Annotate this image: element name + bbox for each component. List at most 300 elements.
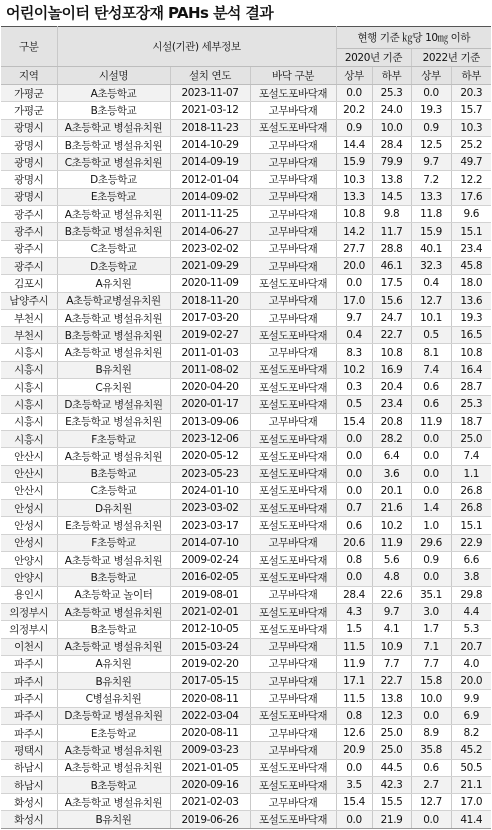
cell-2020-upper: 13.3: [336, 188, 372, 205]
cell-2022-upper: 15.8: [411, 673, 451, 690]
cell-2022-lower: 20.7: [451, 638, 491, 655]
cell-region: 부천시: [1, 309, 57, 326]
cell-2020-lower: 7.7: [372, 655, 411, 672]
cell-2020-upper: 8.3: [336, 344, 372, 361]
cell-region: 화성시: [1, 811, 57, 828]
cell-region: 파주시: [1, 655, 57, 672]
cell-2022-upper: 0.0: [411, 448, 451, 465]
cell-2022-lower: 10.3: [451, 119, 491, 136]
cell-region: 파주시: [1, 724, 57, 741]
column-header-2020-upper: 상부: [336, 67, 372, 85]
cell-2022-upper: 1.4: [411, 500, 451, 517]
cell-2020-upper: 20.0: [336, 257, 372, 274]
cell-region: 남양주시: [1, 292, 57, 309]
cell-2022-upper: 7.7: [411, 655, 451, 672]
cell-region: 시흥시: [1, 430, 57, 447]
cell-floor-type: 고무바닥재: [250, 240, 336, 257]
cell-install-date: 2023-02-02: [170, 240, 250, 257]
cell-2022-upper: 0.6: [411, 396, 451, 413]
cell-2022-lower: 26.8: [451, 500, 491, 517]
cell-install-date: 2012-10-05: [170, 621, 250, 638]
cell-2020-upper: 0.4: [336, 327, 372, 344]
cell-2022-upper: 12.7: [411, 794, 451, 811]
cell-2022-upper: 40.1: [411, 240, 451, 257]
table-row: [1, 794, 491, 811]
column-header-2022-upper: 상부: [411, 67, 451, 85]
cell-install-date: 2021-03-12: [170, 102, 250, 119]
table-row: [1, 430, 491, 447]
cell-facility-name: A초등학교 병설유치원: [57, 552, 170, 569]
cell-2020-upper: 20.9: [336, 742, 372, 759]
cell-2022-upper: 35.1: [411, 586, 451, 603]
cell-2022-lower: 21.1: [451, 776, 491, 793]
cell-2020-lower: 25.0: [372, 724, 411, 741]
cell-floor-type: 포설도포바닥재: [250, 465, 336, 482]
table-row: [1, 309, 491, 326]
cell-2022-upper: 1.0: [411, 517, 451, 534]
cell-install-date: 2014-09-02: [170, 188, 250, 205]
cell-install-date: 2014-09-19: [170, 154, 250, 171]
cell-2022-upper: 7.1: [411, 638, 451, 655]
cell-2020-lower: 17.5: [372, 275, 411, 292]
cell-region: 안양시: [1, 552, 57, 569]
cell-region: 광명시: [1, 119, 57, 136]
cell-2020-upper: 0.0: [336, 465, 372, 482]
cell-install-date: 2012-01-04: [170, 171, 250, 188]
table-row: [1, 448, 491, 465]
cell-facility-name: B유치원: [57, 361, 170, 378]
cell-2020-lower: 10.0: [372, 119, 411, 136]
cell-floor-type: 포설도포바닥재: [250, 776, 336, 793]
table-row: [1, 707, 491, 724]
cell-2020-upper: 0.8: [336, 707, 372, 724]
cell-2022-upper: 0.0: [411, 465, 451, 482]
cell-facility-name: B초등학교: [57, 102, 170, 119]
cell-2022-lower: 28.7: [451, 379, 491, 396]
cell-install-date: 2018-11-23: [170, 119, 250, 136]
cell-install-date: 2014-07-10: [170, 534, 250, 551]
header-facility-info: 시설(기관) 세부정보: [57, 27, 336, 67]
cell-2022-upper: 2.7: [411, 776, 451, 793]
cell-2022-lower: 23.4: [451, 240, 491, 257]
cell-2020-lower: 4.8: [372, 569, 411, 586]
cell-2020-lower: 28.8: [372, 240, 411, 257]
table-row: [1, 223, 491, 240]
cell-facility-name: E초등학교: [57, 724, 170, 741]
cell-install-date: 2019-02-27: [170, 327, 250, 344]
cell-region: 안산시: [1, 465, 57, 482]
cell-2022-upper: 19.3: [411, 102, 451, 119]
cell-2022-upper: 3.0: [411, 603, 451, 620]
cell-2020-lower: 15.5: [372, 794, 411, 811]
cell-floor-type: 포설도포바닥재: [250, 603, 336, 620]
cell-2022-lower: 45.8: [451, 257, 491, 274]
table-row: [1, 379, 491, 396]
cell-install-date: 2020-05-12: [170, 448, 250, 465]
table-row: [1, 240, 491, 257]
cell-2020-lower: 23.4: [372, 396, 411, 413]
cell-region: 안성시: [1, 500, 57, 517]
cell-2020-upper: 0.0: [336, 569, 372, 586]
cell-2020-lower: 28.2: [372, 430, 411, 447]
cell-install-date: 2019-08-01: [170, 586, 250, 603]
cell-2022-upper: 7.2: [411, 171, 451, 188]
cell-2022-upper: 0.0: [411, 482, 451, 499]
cell-2022-lower: 26.8: [451, 482, 491, 499]
cell-region: 의정부시: [1, 621, 57, 638]
cell-floor-type: 포설도포바닥재: [250, 430, 336, 447]
cell-install-date: 2020-09-16: [170, 776, 250, 793]
cell-region: 시흥시: [1, 344, 57, 361]
cell-2020-upper: 0.0: [336, 448, 372, 465]
cell-floor-type: 포설도포바닥재: [250, 517, 336, 534]
cell-2022-upper: 0.9: [411, 119, 451, 136]
table-row: [1, 776, 491, 793]
cell-2020-lower: 25.3: [372, 85, 411, 102]
cell-2020-lower: 21.9: [372, 811, 411, 828]
cell-facility-name: F초등학교: [57, 430, 170, 447]
header-standard: 현행 기준 ㎏당 10㎎ 이하: [336, 27, 491, 49]
cell-region: 안성시: [1, 534, 57, 551]
cell-2020-lower: 22.6: [372, 586, 411, 603]
cell-2020-lower: 6.4: [372, 448, 411, 465]
table-row: [1, 586, 491, 603]
column-header-region: 지역: [1, 67, 57, 85]
cell-2020-lower: 4.1: [372, 621, 411, 638]
cell-2020-upper: 0.8: [336, 552, 372, 569]
cell-floor-type: 고무바닥재: [250, 344, 336, 361]
cell-region: 화성시: [1, 794, 57, 811]
cell-2020-upper: 1.5: [336, 621, 372, 638]
cell-2022-lower: 16.5: [451, 327, 491, 344]
cell-region: 하남시: [1, 759, 57, 776]
table-row: [1, 638, 491, 655]
cell-facility-name: B초등학교: [57, 776, 170, 793]
table-row: [1, 396, 491, 413]
cell-region: 김포시: [1, 275, 57, 292]
cell-region: 파주시: [1, 673, 57, 690]
cell-facility-name: B초등학교 병설유치원: [57, 223, 170, 240]
column-header-2022-lower: 하부: [451, 67, 491, 85]
cell-facility-name: A초등학교 병설유치원: [57, 742, 170, 759]
cell-2022-upper: 0.0: [411, 569, 451, 586]
cell-2022-lower: 12.2: [451, 171, 491, 188]
cell-2022-upper: 9.7: [411, 154, 451, 171]
cell-2020-upper: 0.0: [336, 811, 372, 828]
cell-2022-upper: 11.8: [411, 206, 451, 223]
cell-install-date: 2017-05-15: [170, 673, 250, 690]
cell-2022-upper: 15.9: [411, 223, 451, 240]
cell-floor-type: 포설도포바닥재: [250, 811, 336, 828]
cell-2022-upper: 1.7: [411, 621, 451, 638]
cell-2020-upper: 9.7: [336, 309, 372, 326]
cell-region: 시흥시: [1, 413, 57, 430]
cell-facility-name: F초등학교: [57, 534, 170, 551]
table-row: [1, 534, 491, 551]
cell-2020-lower: 11.7: [372, 223, 411, 240]
cell-2020-upper: 0.0: [336, 85, 372, 102]
table-row: [1, 292, 491, 309]
cell-install-date: 2023-12-06: [170, 430, 250, 447]
cell-2020-upper: 10.8: [336, 206, 372, 223]
cell-2020-lower: 25.0: [372, 742, 411, 759]
cell-install-date: 2014-10-29: [170, 136, 250, 153]
cell-floor-type: 포설도포바닥재: [250, 379, 336, 396]
cell-2022-lower: 8.2: [451, 724, 491, 741]
cell-facility-name: D초등학교: [57, 257, 170, 274]
cell-2022-upper: 0.4: [411, 275, 451, 292]
table-row: [1, 724, 491, 741]
column-header-floor-type: 바닥 구분: [250, 67, 336, 85]
cell-region: 시흥시: [1, 396, 57, 413]
cell-floor-type: 고무바닥재: [250, 223, 336, 240]
cell-2020-lower: 3.6: [372, 465, 411, 482]
table-body: [1, 85, 491, 829]
table-row: [1, 673, 491, 690]
cell-facility-name: A초등학교 병설유치원: [57, 603, 170, 620]
cell-2020-lower: 42.3: [372, 776, 411, 793]
cell-install-date: 2011-11-25: [170, 206, 250, 223]
table-row: [1, 171, 491, 188]
cell-2022-upper: 0.6: [411, 759, 451, 776]
cell-facility-name: A초등학교 놀이터: [57, 586, 170, 603]
cell-2020-lower: 20.8: [372, 413, 411, 430]
cell-2020-upper: 17.0: [336, 292, 372, 309]
cell-2020-upper: 15.4: [336, 413, 372, 430]
cell-2022-lower: 25.2: [451, 136, 491, 153]
cell-floor-type: 고무바닥재: [250, 534, 336, 551]
cell-2020-lower: 13.8: [372, 171, 411, 188]
cell-2020-upper: 27.7: [336, 240, 372, 257]
cell-2022-upper: 8.1: [411, 344, 451, 361]
cell-2022-upper: 12.7: [411, 292, 451, 309]
cell-region: 안산시: [1, 482, 57, 499]
cell-2022-lower: 13.6: [451, 292, 491, 309]
cell-facility-name: A초등학교 병설유치원: [57, 638, 170, 655]
cell-facility-name: B초등학교 병설유치원: [57, 327, 170, 344]
cell-2022-lower: 4.4: [451, 603, 491, 620]
table-row: [1, 361, 491, 378]
cell-2022-upper: 0.0: [411, 811, 451, 828]
cell-2020-upper: 10.2: [336, 361, 372, 378]
cell-region: 파주시: [1, 707, 57, 724]
cell-install-date: 2016-02-05: [170, 569, 250, 586]
column-header-facility-name: 시설명: [57, 67, 170, 85]
cell-region: 광주시: [1, 240, 57, 257]
cell-floor-type: 고무바닥재: [250, 257, 336, 274]
cell-2022-lower: 20.0: [451, 673, 491, 690]
cell-facility-name: D초등학교: [57, 171, 170, 188]
cell-floor-type: 고무바닥재: [250, 413, 336, 430]
cell-2020-lower: 10.2: [372, 517, 411, 534]
cell-2022-lower: 7.4: [451, 448, 491, 465]
cell-region: 광명시: [1, 171, 57, 188]
table-row: [1, 569, 491, 586]
cell-region: 하남시: [1, 776, 57, 793]
cell-2020-upper: 11.5: [336, 638, 372, 655]
cell-floor-type: 고무바닥재: [250, 154, 336, 171]
cell-floor-type: 포설도포바닥재: [250, 396, 336, 413]
cell-region: 광주시: [1, 206, 57, 223]
table-row: [1, 257, 491, 274]
cell-facility-name: B초등학교 병설유치원: [57, 136, 170, 153]
cell-2022-lower: 17.0: [451, 794, 491, 811]
cell-2022-lower: 29.8: [451, 586, 491, 603]
cell-2020-lower: 24.0: [372, 102, 411, 119]
table-row: [1, 344, 491, 361]
cell-2022-upper: 29.6: [411, 534, 451, 551]
cell-floor-type: 고무바닥재: [250, 171, 336, 188]
cell-install-date: 2023-05-23: [170, 465, 250, 482]
cell-facility-name: D유치원: [57, 500, 170, 517]
cell-floor-type: 고무바닥재: [250, 586, 336, 603]
cell-2020-upper: 14.2: [336, 223, 372, 240]
cell-2022-lower: 41.4: [451, 811, 491, 828]
cell-2020-upper: 28.4: [336, 586, 372, 603]
cell-facility-name: A초등학교 병설유치원: [57, 206, 170, 223]
cell-2020-lower: 9.7: [372, 603, 411, 620]
cell-floor-type: 고무바닥재: [250, 655, 336, 672]
cell-facility-name: A초등학교 병설유치원: [57, 448, 170, 465]
cell-2022-lower: 9.6: [451, 206, 491, 223]
cell-install-date: 2021-09-29: [170, 257, 250, 274]
table-row: [1, 552, 491, 569]
cell-2022-upper: 0.5: [411, 327, 451, 344]
cell-2020-lower: 20.1: [372, 482, 411, 499]
cell-facility-name: B유치원: [57, 811, 170, 828]
cell-install-date: 2023-03-17: [170, 517, 250, 534]
cell-install-date: 2011-01-03: [170, 344, 250, 361]
cell-2022-lower: 19.3: [451, 309, 491, 326]
cell-region: 광주시: [1, 223, 57, 240]
pahs-results-table: [1, 26, 491, 829]
cell-floor-type: 포설도포바닥재: [250, 759, 336, 776]
cell-facility-name: E초등학교 병설유치원: [57, 517, 170, 534]
cell-2022-lower: 18.0: [451, 275, 491, 292]
cell-2022-lower: 15.1: [451, 223, 491, 240]
table-row: [1, 500, 491, 517]
table-row: [1, 275, 491, 292]
cell-2020-lower: 20.4: [372, 379, 411, 396]
cell-install-date: 2020-08-11: [170, 724, 250, 741]
table-row: [1, 136, 491, 153]
cell-2022-lower: 9.9: [451, 690, 491, 707]
cell-install-date: 2014-06-27: [170, 223, 250, 240]
table-row: [1, 102, 491, 119]
cell-install-date: 2020-04-20: [170, 379, 250, 396]
cell-facility-name: E초등학교: [57, 188, 170, 205]
cell-2022-upper: 13.3: [411, 188, 451, 205]
cell-region: 부천시: [1, 327, 57, 344]
cell-install-date: 2019-06-26: [170, 811, 250, 828]
cell-region: 평택시: [1, 742, 57, 759]
cell-2020-lower: 12.3: [372, 707, 411, 724]
cell-2022-upper: 10.0: [411, 690, 451, 707]
cell-facility-name: A초등학교 병설유치원: [57, 759, 170, 776]
cell-floor-type: 포설도포바닥재: [250, 552, 336, 569]
table-row: [1, 119, 491, 136]
cell-install-date: 2020-11-09: [170, 275, 250, 292]
cell-2022-upper: 32.3: [411, 257, 451, 274]
cell-region: 광주시: [1, 257, 57, 274]
table-row: [1, 465, 491, 482]
header-group: 구분: [1, 27, 57, 67]
cell-2022-lower: 50.5: [451, 759, 491, 776]
cell-2022-lower: 4.0: [451, 655, 491, 672]
cell-floor-type: 고무바닥재: [250, 292, 336, 309]
cell-floor-type: 포설도포바닥재: [250, 327, 336, 344]
cell-2020-lower: 11.9: [372, 534, 411, 551]
cell-install-date: 2023-11-07: [170, 85, 250, 102]
cell-install-date: 2018-11-20: [170, 292, 250, 309]
table-row: [1, 621, 491, 638]
cell-floor-type: 고무바닥재: [250, 724, 336, 741]
cell-facility-name: A초등학교: [57, 85, 170, 102]
cell-2022-lower: 16.4: [451, 361, 491, 378]
table-row: [1, 327, 491, 344]
cell-2020-lower: 10.8: [372, 344, 411, 361]
cell-2022-lower: 6.9: [451, 707, 491, 724]
cell-2020-upper: 0.6: [336, 517, 372, 534]
cell-2020-upper: 15.9: [336, 154, 372, 171]
cell-2022-lower: 22.9: [451, 534, 491, 551]
cell-2020-upper: 0.7: [336, 500, 372, 517]
cell-2020-lower: 21.6: [372, 500, 411, 517]
cell-region: 광명시: [1, 188, 57, 205]
cell-2022-lower: 20.3: [451, 85, 491, 102]
cell-2020-upper: 12.6: [336, 724, 372, 741]
cell-region: 용인시: [1, 586, 57, 603]
cell-2020-lower: 22.7: [372, 327, 411, 344]
cell-2020-upper: 20.2: [336, 102, 372, 119]
table-header: [1, 27, 491, 85]
cell-facility-name: B유치원: [57, 673, 170, 690]
cell-floor-type: 고무바닥재: [250, 102, 336, 119]
cell-2020-upper: 14.4: [336, 136, 372, 153]
cell-2022-upper: 12.5: [411, 136, 451, 153]
table-row: [1, 206, 491, 223]
cell-region: 의정부시: [1, 603, 57, 620]
cell-2022-upper: 0.6: [411, 379, 451, 396]
cell-2022-lower: 15.7: [451, 102, 491, 119]
cell-2022-lower: 25.0: [451, 430, 491, 447]
cell-facility-name: C초등학교: [57, 482, 170, 499]
table-row: [1, 154, 491, 171]
cell-2020-lower: 22.7: [372, 673, 411, 690]
cell-region: 광명시: [1, 136, 57, 153]
cell-2020-upper: 15.4: [336, 794, 372, 811]
cell-2020-lower: 15.6: [372, 292, 411, 309]
cell-facility-name: A초등학교 병설유치원: [57, 119, 170, 136]
cell-facility-name: A초등학교 병설유치원: [57, 794, 170, 811]
cell-install-date: 2021-01-05: [170, 759, 250, 776]
cell-install-date: 2022-03-04: [170, 707, 250, 724]
table-row: [1, 655, 491, 672]
cell-2022-upper: 35.8: [411, 742, 451, 759]
cell-install-date: 2024-01-10: [170, 482, 250, 499]
cell-2020-upper: 11.9: [336, 655, 372, 672]
cell-facility-name: C병설유치원: [57, 690, 170, 707]
cell-2022-upper: 8.9: [411, 724, 451, 741]
cell-install-date: 2023-03-02: [170, 500, 250, 517]
cell-2022-lower: 17.6: [451, 188, 491, 205]
cell-floor-type: 포설도포바닥재: [250, 569, 336, 586]
cell-floor-type: 포설도포바닥재: [250, 707, 336, 724]
cell-install-date: 2011-08-02: [170, 361, 250, 378]
cell-region: 시흥시: [1, 379, 57, 396]
cell-install-date: 2013-09-06: [170, 413, 250, 430]
cell-2022-lower: 49.7: [451, 154, 491, 171]
